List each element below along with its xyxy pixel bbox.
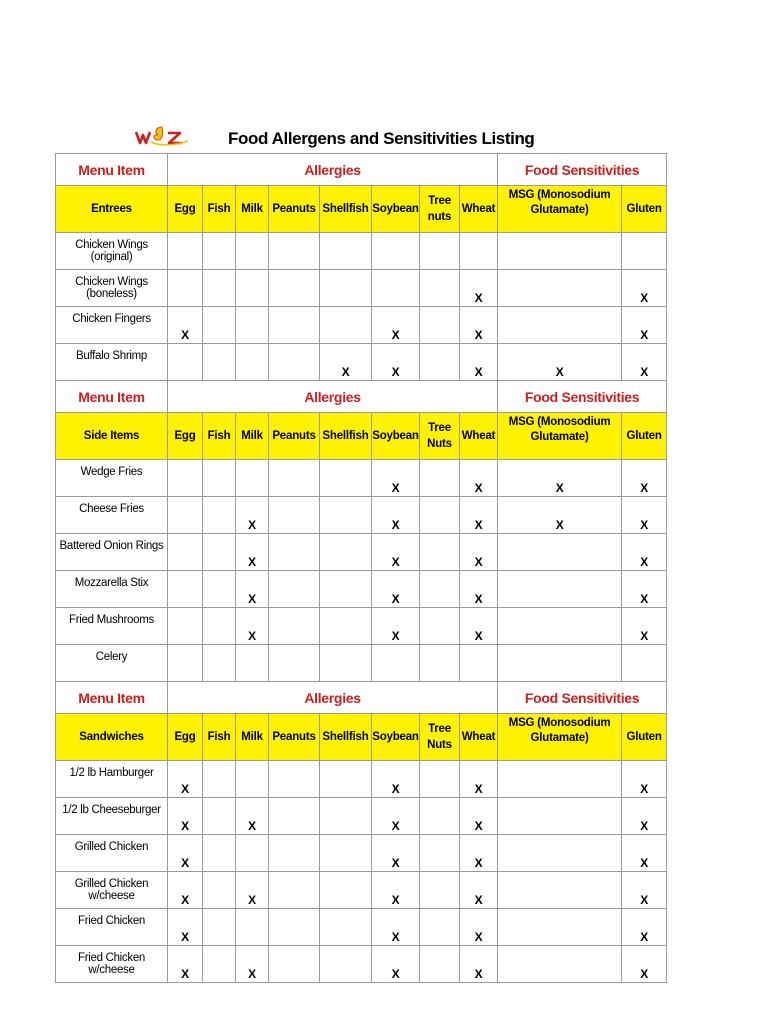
empty-cell (203, 344, 236, 381)
empty-cell (236, 909, 269, 946)
allergen-mark: X (460, 307, 498, 344)
table-row (56, 233, 667, 270)
empty-cell (498, 534, 622, 571)
allergen-mark: X (372, 608, 420, 645)
item-name: Cheese Fries (56, 497, 168, 534)
empty-cell (420, 909, 460, 946)
table-row (56, 645, 667, 682)
allergies-heading: Allergies (168, 154, 498, 186)
column-header-fish: Fish (203, 186, 236, 233)
allergen-mark: X (622, 270, 667, 307)
empty-cell (420, 344, 460, 381)
empty-cell (498, 233, 622, 270)
empty-cell (622, 233, 667, 270)
item-name: Fried Mushrooms (56, 608, 168, 645)
document-header (134, 126, 614, 150)
item-name: 1/2 lb Hamburger (56, 761, 168, 798)
empty-cell (372, 645, 420, 682)
empty-cell (168, 270, 203, 307)
empty-cell (320, 497, 372, 534)
table-row (56, 798, 667, 835)
section-header-row (56, 381, 667, 413)
empty-cell (236, 233, 269, 270)
allergen-mark: X (460, 571, 498, 608)
allergen-mark: X (622, 872, 667, 909)
empty-cell (420, 307, 460, 344)
empty-cell (269, 909, 320, 946)
allergies-heading: Allergies (168, 381, 498, 413)
empty-cell (168, 460, 203, 497)
column-header-milk: Milk (236, 186, 269, 233)
empty-cell (269, 233, 320, 270)
allergen-mark: X (168, 798, 203, 835)
allergen-mark: X (372, 344, 420, 381)
allergen-mark: X (168, 835, 203, 872)
empty-cell (498, 307, 622, 344)
allergen-mark: X (498, 344, 622, 381)
column-header-gluten: Gluten (622, 413, 667, 460)
empty-cell (269, 307, 320, 344)
empty-cell (269, 497, 320, 534)
allergen-mark: X (460, 798, 498, 835)
allergen-mark: X (622, 497, 667, 534)
column-header-milk: Milk (236, 714, 269, 761)
allergen-mark: X (372, 307, 420, 344)
empty-cell (236, 761, 269, 798)
column-header-egg: Egg (168, 714, 203, 761)
column-header-tree-nuts: Tree nuts (420, 186, 460, 233)
empty-cell (320, 798, 372, 835)
allergen-mark: X (622, 344, 667, 381)
item-name: Fried Chicken (56, 909, 168, 946)
allergen-table (55, 153, 667, 983)
item-name: Mozzarella Stix (56, 571, 168, 608)
allergies-heading: Allergies (168, 682, 498, 714)
empty-cell (420, 460, 460, 497)
empty-cell (236, 344, 269, 381)
empty-cell (498, 798, 622, 835)
empty-cell (420, 497, 460, 534)
allergen-mark: X (622, 608, 667, 645)
allergen-mark: X (372, 946, 420, 983)
allergen-mark: X (460, 909, 498, 946)
empty-cell (498, 946, 622, 983)
category-label: Entrees (56, 186, 168, 233)
empty-cell (622, 645, 667, 682)
empty-cell (498, 872, 622, 909)
table-row (56, 909, 667, 946)
allergen-mark: X (236, 608, 269, 645)
empty-cell (203, 608, 236, 645)
allergen-mark: X (168, 946, 203, 983)
empty-cell (203, 497, 236, 534)
allergen-mark: X (320, 344, 372, 381)
allergen-mark: X (460, 460, 498, 497)
allergen-mark: X (460, 497, 498, 534)
empty-cell (498, 571, 622, 608)
table-row (56, 761, 667, 798)
empty-cell (420, 872, 460, 909)
empty-cell (420, 946, 460, 983)
allergen-mark: X (622, 307, 667, 344)
empty-cell (320, 270, 372, 307)
empty-cell (372, 233, 420, 270)
page-title: Food Allergens and Sensitivities Listing (228, 129, 535, 148)
column-header-shellfish: Shellfish (320, 186, 372, 233)
empty-cell (168, 497, 203, 534)
empty-cell (320, 233, 372, 270)
empty-cell (203, 307, 236, 344)
food-sensitivities-heading: Food Sensitivities (498, 682, 667, 714)
empty-cell (269, 460, 320, 497)
column-header-gluten: Gluten (622, 186, 667, 233)
empty-cell (203, 946, 236, 983)
empty-cell (203, 835, 236, 872)
allergen-mark: X (372, 571, 420, 608)
allergen-mark: X (622, 835, 667, 872)
allergen-mark: X (622, 571, 667, 608)
allergen-mark: X (460, 344, 498, 381)
empty-cell (320, 909, 372, 946)
empty-cell (320, 761, 372, 798)
column-header-fish: Fish (203, 714, 236, 761)
empty-cell (269, 344, 320, 381)
empty-cell (269, 270, 320, 307)
empty-cell (498, 835, 622, 872)
allergen-mark: X (372, 534, 420, 571)
empty-cell (420, 571, 460, 608)
empty-cell (320, 645, 372, 682)
allergen-mark: X (372, 872, 420, 909)
empty-cell (269, 798, 320, 835)
column-header-msg-monosodium-glutamate: MSG (Monosodium Glutamate) (498, 714, 622, 761)
column-header-shellfish: Shellfish (320, 714, 372, 761)
empty-cell (420, 270, 460, 307)
allergen-mark: X (460, 534, 498, 571)
empty-cell (203, 872, 236, 909)
category-label: Sandwiches (56, 714, 168, 761)
allergen-mark: X (622, 761, 667, 798)
empty-cell (498, 270, 622, 307)
empty-cell (236, 835, 269, 872)
empty-cell (460, 233, 498, 270)
empty-cell (203, 571, 236, 608)
table-row (56, 307, 667, 344)
table-row (56, 460, 667, 497)
item-name: Chicken Wings (boneless) (56, 270, 168, 307)
section-header-row (56, 682, 667, 714)
item-name: Chicken Fingers (56, 307, 168, 344)
column-header-msg-monosodium-glutamate: MSG (Monosodium Glutamate) (498, 186, 622, 233)
empty-cell (420, 233, 460, 270)
empty-cell (236, 307, 269, 344)
item-name: Battered Onion Rings (56, 534, 168, 571)
empty-cell (498, 761, 622, 798)
allergen-mark: X (460, 872, 498, 909)
empty-cell (269, 534, 320, 571)
allergen-mark: X (372, 909, 420, 946)
column-header-tree-nuts: Tree Nuts (420, 714, 460, 761)
allergen-mark: X (168, 307, 203, 344)
empty-cell (420, 761, 460, 798)
allergen-mark: X (460, 270, 498, 307)
table-row (56, 872, 667, 909)
empty-cell (320, 835, 372, 872)
column-header-soybean: Soybean (372, 714, 420, 761)
allergen-mark: X (236, 571, 269, 608)
empty-cell (460, 645, 498, 682)
empty-cell (236, 460, 269, 497)
allergen-mark: X (236, 798, 269, 835)
column-header-shellfish: Shellfish (320, 413, 372, 460)
empty-cell (203, 909, 236, 946)
column-header-egg: Egg (168, 186, 203, 233)
column-header-wheat: Wheat (460, 186, 498, 233)
empty-cell (372, 270, 420, 307)
empty-cell (269, 571, 320, 608)
empty-cell (203, 233, 236, 270)
column-header-row (56, 186, 667, 233)
allergen-mark: X (236, 872, 269, 909)
menu-item-heading: Menu Item (56, 682, 168, 714)
item-name: Grilled Chicken (56, 835, 168, 872)
column-header-soybean: Soybean (372, 186, 420, 233)
allergen-mark: X (622, 946, 667, 983)
allergen-mark: X (372, 761, 420, 798)
table-row (56, 270, 667, 307)
allergen-mark: X (372, 835, 420, 872)
empty-cell (269, 872, 320, 909)
column-header-tree-nuts: Tree Nuts (420, 413, 460, 460)
wing-zone-logo (134, 126, 190, 148)
empty-cell (498, 909, 622, 946)
column-header-gluten: Gluten (622, 714, 667, 761)
empty-cell (203, 798, 236, 835)
empty-cell (320, 608, 372, 645)
allergen-mark: X (168, 761, 203, 798)
column-header-msg-monosodium-glutamate: MSG (Monosodium Glutamate) (498, 413, 622, 460)
empty-cell (320, 872, 372, 909)
empty-cell (269, 946, 320, 983)
empty-cell (498, 645, 622, 682)
allergen-mark: X (236, 497, 269, 534)
allergen-mark: X (372, 460, 420, 497)
empty-cell (269, 645, 320, 682)
empty-cell (168, 233, 203, 270)
allergen-mark: X (460, 835, 498, 872)
empty-cell (269, 835, 320, 872)
section-header-row (56, 154, 667, 186)
item-name: 1/2 lb Cheeseburger (56, 798, 168, 835)
empty-cell (168, 571, 203, 608)
column-header-egg: Egg (168, 413, 203, 460)
allergen-mark: X (168, 872, 203, 909)
table-row (56, 608, 667, 645)
allergen-mark: X (498, 497, 622, 534)
table-row (56, 571, 667, 608)
item-name: Grilled Chicken w/cheese (56, 872, 168, 909)
table-row (56, 497, 667, 534)
column-header-row (56, 714, 667, 761)
empty-cell (498, 608, 622, 645)
column-header-fish: Fish (203, 413, 236, 460)
column-header-wheat: Wheat (460, 413, 498, 460)
empty-cell (168, 534, 203, 571)
category-label: Side Items (56, 413, 168, 460)
table-row (56, 835, 667, 872)
empty-cell (236, 270, 269, 307)
allergen-mark: X (460, 946, 498, 983)
empty-cell (236, 645, 269, 682)
column-header-wheat: Wheat (460, 714, 498, 761)
menu-item-heading: Menu Item (56, 381, 168, 413)
column-header-soybean: Soybean (372, 413, 420, 460)
empty-cell (203, 534, 236, 571)
allergen-mark: X (622, 534, 667, 571)
item-name: Fried Chicken w/cheese (56, 946, 168, 983)
empty-cell (320, 534, 372, 571)
empty-cell (269, 608, 320, 645)
item-name: Chicken Wings (original) (56, 233, 168, 270)
empty-cell (420, 835, 460, 872)
table-row (56, 344, 667, 381)
allergen-mark: X (622, 798, 667, 835)
food-sensitivities-heading: Food Sensitivities (498, 154, 667, 186)
allergen-mark: X (236, 534, 269, 571)
allergen-mark: X (372, 798, 420, 835)
column-header-peanuts: Peanuts (269, 186, 320, 233)
item-name: Buffalo Shrimp (56, 344, 168, 381)
empty-cell (420, 608, 460, 645)
empty-cell (420, 534, 460, 571)
empty-cell (320, 307, 372, 344)
allergen-mark: X (168, 909, 203, 946)
empty-cell (320, 946, 372, 983)
empty-cell (320, 460, 372, 497)
empty-cell (203, 460, 236, 497)
item-name: Wedge Fries (56, 460, 168, 497)
empty-cell (269, 761, 320, 798)
allergen-mark: X (460, 608, 498, 645)
empty-cell (320, 571, 372, 608)
column-header-peanuts: Peanuts (269, 714, 320, 761)
food-sensitivities-heading: Food Sensitivities (498, 381, 667, 413)
menu-item-heading: Menu Item (56, 154, 168, 186)
allergen-mark: X (236, 946, 269, 983)
empty-cell (203, 270, 236, 307)
column-header-peanuts: Peanuts (269, 413, 320, 460)
allergen-mark: X (460, 761, 498, 798)
empty-cell (420, 645, 460, 682)
table-row (56, 946, 667, 983)
empty-cell (203, 645, 236, 682)
allergen-mark: X (372, 497, 420, 534)
allergen-mark: X (498, 460, 622, 497)
empty-cell (168, 344, 203, 381)
empty-cell (420, 798, 460, 835)
column-header-row (56, 413, 667, 460)
column-header-milk: Milk (236, 413, 269, 460)
empty-cell (168, 608, 203, 645)
empty-cell (203, 761, 236, 798)
table-row (56, 534, 667, 571)
allergen-mark: X (622, 460, 667, 497)
item-name: Celery (56, 645, 168, 682)
empty-cell (168, 645, 203, 682)
allergen-mark: X (622, 909, 667, 946)
